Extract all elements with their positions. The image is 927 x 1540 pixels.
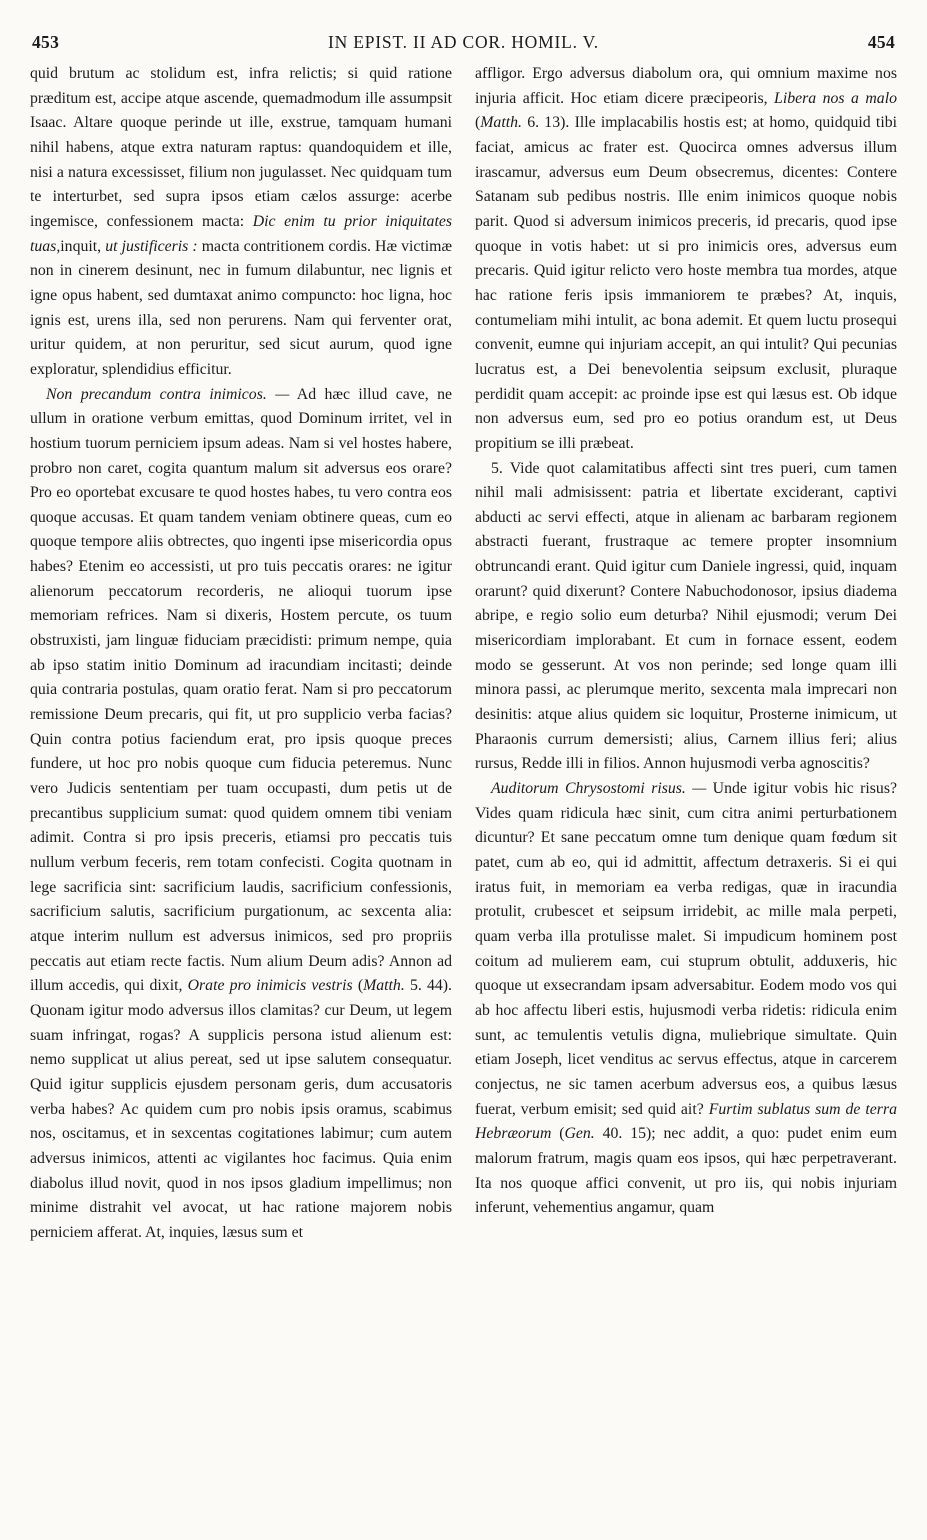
paragraph bbox=[475, 457, 897, 778]
right-column bbox=[475, 62, 897, 1510]
text-run: ( bbox=[352, 977, 364, 995]
left-column bbox=[30, 62, 452, 1510]
paragraph bbox=[30, 62, 452, 383]
text-run: 6. 13). Ille implacabilis hostis est; at homo, quidquid tibi faciat, amicus ac frater est. Quocirca omnes adversus illum irascamur, adversus eum Deum obsecremus, dicentes: Contere Satanam sub pedibus nostris. Ille enim inimicos quoque nobis parit. Quod si adversum inimicos preceris, id precaris, quod ipse quoque in votis habet: ut si pro inimicis ores, adversus eum precaris. Quid igitur relicto vero hoste membra tua mordes, atque hac ratione feris ipsis immaniorem te præbes? At, inquis, contumeliam mihi intulit, ac bona ademit. Et quem luctu prosequi convenit, eumne qui injuriam accepit, an qui intulit? Qui pecunias lucratus est, a Dei benevolentia seipsum exclusit, pluraque perdidit quam accepit: ac proinde ipse est qui læsus est. Ob idque non adversus eum, sed pro eo potius orandum est, ut Deus propitium se illi præbeat. bbox=[475, 114, 897, 452]
scripture-quote: Furtim sublatus sum de terra Hebræorum bbox=[475, 1100, 897, 1143]
section-rubric: Non precandum contra inimicos. — bbox=[46, 385, 290, 403]
text-run: affligor. Ergo adversus diabolum ora, qui omnium maxime nos injuria afficit. Hoc etiam dicere præcipeoris, bbox=[475, 65, 897, 107]
text-run: 40. 15); nec addit, a quo: pudet enim eum malorum fratrum, magis quam eos ipsos, qui hæc perpetraverant. Ita nos quoque affici convenit, ut pro iis, qui nobis injuriam inferunt, vehementius angamur, quam bbox=[475, 1125, 897, 1217]
citation: Gen. bbox=[564, 1125, 595, 1143]
scripture-quote: ut justificeris : bbox=[105, 237, 198, 255]
text-run: ( bbox=[475, 114, 481, 132]
text-run: ( bbox=[551, 1125, 565, 1143]
text-run: macta contritionem cordis. Hæ victimæ non in cinerem desinunt, nec in fumum dilabuntur, nec lignis et igne opus habent, sed dumtaxat animo compuncto: hoc ligna, hoc ignis est, urens illa, sed non perurens. Nam qui ferventer orat, uritur quidem, at non peruritur, sed sicut aurum, quod igne exploratur, splendidius efficitur. bbox=[30, 237, 452, 378]
paragraph bbox=[475, 62, 897, 457]
text-run: Ad hæc illud cave, ne ullum in oratione verbum emittas, quod Dominum irritet, vel in hostium tuorum perniciem ipsum adeas. Nam si vel hostes habere, probro non caret, cogita quantum malum sit adversus eos orare? Pro eo oportebat excusare te quod hostes habes, tu vero contra eos quoque accusas. Et quam tandem veniam obtinere queas, cum eo quoque tempore aliis obtrectes, quo ingenti ipse misericordia opus habes? Etenim eo accessisti, ut pro tuis peccatis orares: ne igitur alienorum peccatorum recorderis, ne alioqui tuorum ipse memoriam refrices. Nam si dixeris, Hostem percute, os tuum obstruxisti, jam linguæ fiduciam præcidisti: primum nempe, quia ab ipso statim initio Dominum ad iracundiam incitasti; deinde quia contraria postulas, quam oratio ferat. Nam si pro peccatorum remissione Deum precaris, qui fit, ut pro supplicio verba facias? Quin contra potius faciendum erat, pro ipsis quoque preces fundere, ut hoc pro nobis quoque cum fiducia peteremus. Nunc vero Judicis sententiam per tuam occupasti, dum petis ut de precantibus supplicium sumat: quod quidem omnem tibi veniam adimit. Contra si pro ipsis preceris, etiamsi pro peccatis tuis nullum verbum feceris, rem totam confecisti. Cogita quotnam in lege sacrificia sint: sacrificium laudis, sacrificium confessionis, sacrificium salutis, sacrificium purgationum, ac sexcenta alia: atque interim nullum est adversus inimicos, sed pro propriis peccatis aut etiam recte factis. Num alium Deum adis? Annon ad illum accedis, qui dixit, bbox=[30, 385, 452, 995]
citation: Matth. bbox=[480, 114, 522, 132]
citation: Matth. bbox=[363, 977, 405, 995]
paragraph bbox=[475, 777, 897, 1221]
scripture-quote: Libera nos a malo bbox=[774, 89, 897, 107]
page-number-right: 454 bbox=[867, 32, 895, 52]
running-header bbox=[32, 32, 895, 58]
text-run: quid brutum ac stolidum est, infra relictis; si quid ratione præditum est, accipe atque ascende, quemadmodum ille assumpsit Isaac. Altare quoque perinde ut ille, exstrue, tamquam humani nihil habens, atque extra naturam raptus: quandoquidem et ille, nisi a natura excessisset, filium non jugulasset. Nec quidquam tum te interturbet, sed supra ipsos etiam cælos assurge: acerbe ingemisce, confessionem macta: bbox=[30, 65, 452, 230]
paragraph bbox=[30, 383, 452, 1246]
running-title: IN EPIST. II AD COR. HOMIL. V. bbox=[328, 32, 599, 52]
text-run: inquit, bbox=[60, 237, 106, 255]
text-run: 5. 44). Quonam igitur modo adversus illos clamitas? cur Deum, ut legem suam infringat, rogas? A supplicis persona istud alienum est: nemo supplicat ut alius pereat, sed ut ipse salutem consequatur. Quid igitur supplicis ejusdem personam geris, dum accusatoris verba habes? Ac quidem cum pro nobis ipsis oramus, scabimus nos, oscitamus, et in sexcentas cogitationes labimur; cum autem adversus inimicos, attenti ac vigilantes hoc facimus. Quia enim diabolus illud novit, quod in nos ipsos gladium impellimus; non minime distrahit vel avocat, ut hac ratione majorem nobis perniciem afferat. At, inquies, læsus sum et bbox=[30, 977, 452, 1241]
scripture-quote: Dic enim tu prior iniquitates tuas, bbox=[30, 212, 452, 255]
section-rubric: Auditorum Chrysostomi risus. — bbox=[491, 780, 707, 798]
page-number-left: 453 bbox=[32, 32, 60, 52]
text-run: 5. Vide quot calamitatibus affecti sint tres pueri, cum tamen nihil mali admisissent: patria et libertate exciderant, captivi abducti ac servi effecti, atque in alienam ac barbaram regionem abstracti fuerant, frustraque ac temere propter insomnium obtruncandi erant. Quid igitur cum Daniele ingressi, quid, inquam orarunt? quid dixerunt? Contere Nabuchodonosor, ipsius diadema abripe, e regio solio eum deturba? Nihil ejusmodi; verum Dei misericordiam implorabant. Et cum in fornace essent, eodem modo se gesserunt. At vos non perinde; sed longe quam illi minora passi, ac plerumque merito, sexcenta mala imprecari non desinitis: atque alius quidem sic loquitur, Prosterne inimicum, ut Pharaonis currum demersisti; alius, Carnem illius feri; alius rursus, Redde illi in filios. Annon hujusmodi verba agnoscitis? bbox=[475, 459, 897, 773]
text-run: Unde igitur vobis hic risus? Vides quam ridicula hæc sinit, cum citra animi perturbationem dicuntur? Et sane peccatum omne tum denique quam fœdum sit patet, cum ab eo, qui id admittit, affectum detraxeris. Si ei qui iratus fuit, in memoriam ea verba redigas, quæ in iracundia protulit, crubescet et seipsum irridebit, ac mille mala perpeti, quam verba illa protulisse malet. Si impudicum hominem post coitum ad mulierem eam, cui stuprum obtulit, adduxeris, hic quoque ut exsecrandam ipsam adversabitur. Eodem modo vos qui ab hoc affectu liberi estis, hujusmodi verba ridetis: ridicula enim sunt, ac temulentis vetulis digna, muliebrique simultate. Quin etiam Joseph, licet venditus ac servus effectus, atque in carcerem conjectus, ne sic tamen acerbum adversus eos, a quibus læsus fuerat, verbum emisit; sed quid ait? bbox=[475, 780, 897, 1118]
scripture-quote: Orate pro inimicis vestris bbox=[187, 977, 353, 995]
